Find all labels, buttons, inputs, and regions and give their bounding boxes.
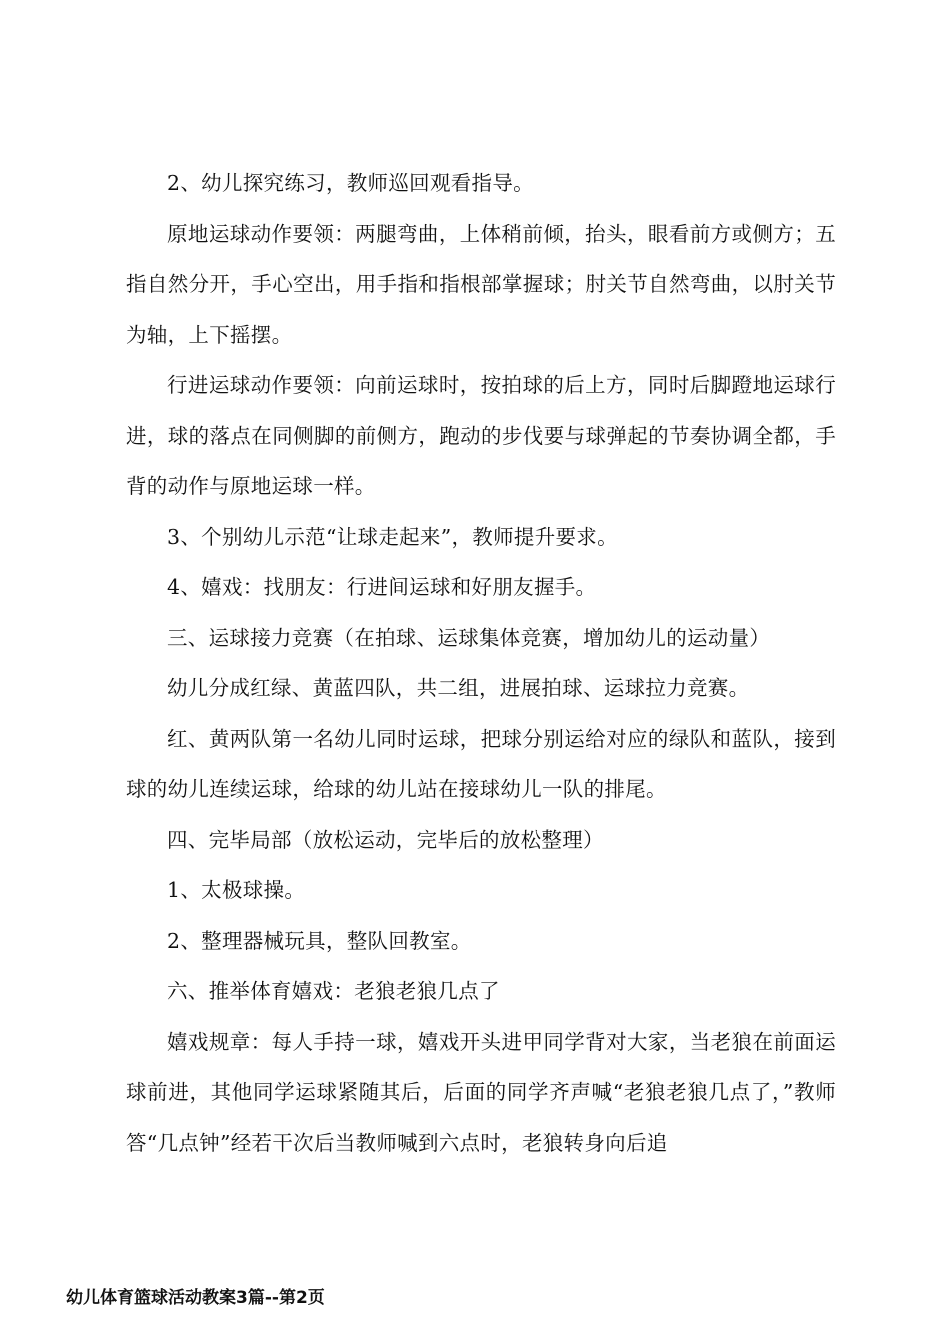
paragraph-relay-rules: 红、黄两队第一名幼儿同时运球，把球分别运给对应的绿队和蓝队，接到球的幼儿连续运球，给球的幼儿站在接球幼儿一队的排尾。 [126, 726, 836, 801]
paragraph-tidy-up: 2、整理器械玩具，整队回教室。 [167, 928, 472, 953]
paragraph-moving-dribble: 行进运球动作要领：向前运球时，按拍球的后上方，同时后脚蹬地运球行进，球的落点在同侧脚的前侧方，跑动的步伐要与球弹起的节奏协调全都，手背的动作与原地运球一样。 [126, 373, 836, 498]
document-body [126, 158, 836, 1168]
paragraph-taiji: 1、太极球操。 [167, 878, 306, 902]
section-heading-relay: 三、运球接力竞赛（在拍球、运球集体竞赛，增加幼儿的运动量） [167, 625, 771, 650]
paragraph-game-rules: 嬉戏规章：每人手持一球，嬉戏开头进甲同学背对大家，当老狼在前面运球前进，其他同学运球紧随其后，后面的同学齐声喊“老狼老狼几点了，”教师答“几点钟”经若干次后当教师喊到六点时，老狼转身向后追 [126, 1029, 836, 1155]
paragraph-demonstration: 3、个别幼儿示范“让球走起来”，教师提升要求。 [167, 524, 618, 549]
section-heading-ending: 四、完毕局部（放松运动，完毕后的放松整理） [167, 827, 604, 852]
paragraph-game-find-friends: 4、嬉戏：找朋友：行进间运球和好朋友握手。 [167, 575, 597, 599]
paragraph-stationary-dribble: 原地运球动作要领：两腿弯曲，上体稍前倾，抬头，眼看前方或侧方；五指自然分开，手心空出，用手指和指根部掌握球；肘关节自然弯曲，以肘关节为轴，上下摇摆。 [126, 221, 836, 347]
page-footer: 幼儿体育篮球活动教案3篇--第2页 [66, 1288, 325, 1308]
paragraph-teams: 幼儿分成红绿、黄蓝四队，共二组，进展拍球、运球拉力竞赛。 [167, 676, 750, 700]
paragraph-practice: 2、幼儿探究练习，教师巡回观看指导。 [167, 171, 534, 195]
section-heading-game: 六、推举体育嬉戏：老狼老狼几点了 [167, 979, 500, 1003]
